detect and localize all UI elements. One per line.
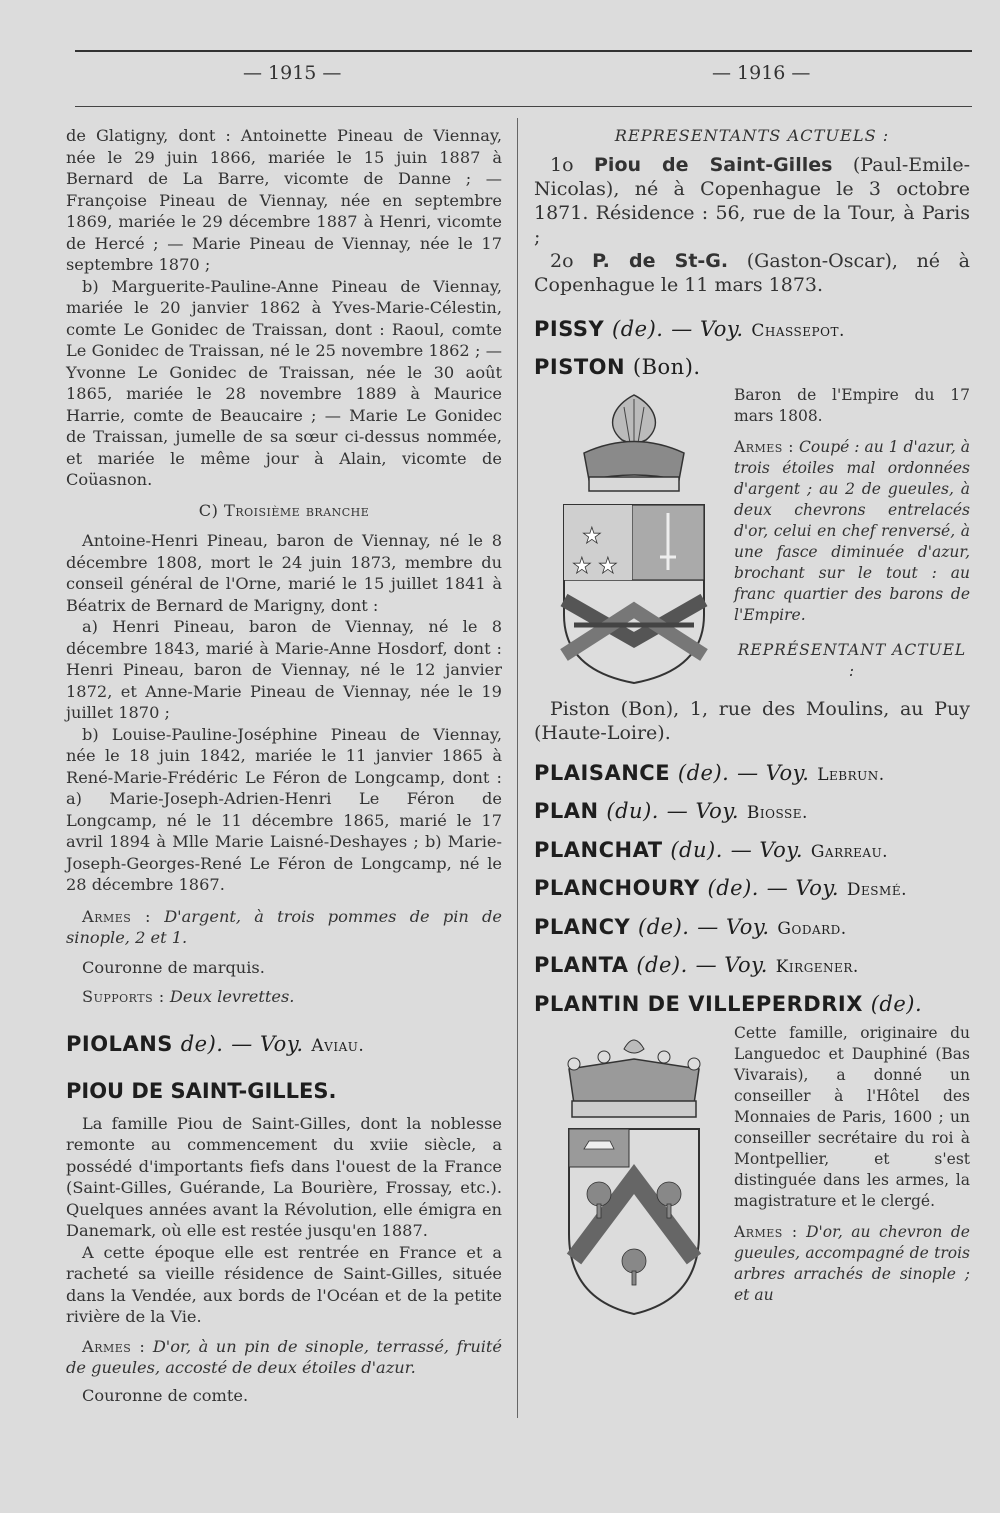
plantin-coat-of-arms xyxy=(544,1029,724,1319)
left-page-number: — 1915 — xyxy=(243,62,342,84)
entry-plaisance xyxy=(534,760,970,787)
piston-arms-svg xyxy=(544,385,724,685)
entry-name: PISSY xyxy=(534,316,605,341)
armes-label: Armes : xyxy=(82,906,151,926)
entry-plan xyxy=(534,801,970,825)
piston-rep-title: REPRÉSENTANT ACTUEL : xyxy=(737,640,967,680)
entry-particle: de). xyxy=(180,1031,224,1056)
armes-piou xyxy=(66,1336,502,1379)
entry-particle: (de). xyxy=(636,953,688,977)
armes-text: Coupé : au 1 d'azur, à trois étoiles mal ordonnées d'argent ; au 2 de gueules, à deux chevrons entrelacés d'or, celui en chef renversé, à une fasce diminuée d'azur, brochant sur le tout : au franc quartier des barons de l'Empire. xyxy=(734,437,970,624)
entry-voy: — Voy. xyxy=(671,316,744,341)
entry-particle: (du). xyxy=(670,837,723,862)
entry-name: PLANCY xyxy=(534,914,631,939)
armes-text: D'or, à un pin de sinople, terrassé, fruité de gueules, accosté de deux étoiles d'azur. xyxy=(66,1336,503,1377)
paragraph-plantin-history: Cette famille, originaire du Languedoc et Dauphiné (Bas Vivarais), a donné un conseiller à l'Hôtel des Monnaies de Paris, 1600 ; un conseiller secrétaire du roi à Montpellier, et s'est distinguée dans les armes, la magistrature et le clergé. xyxy=(734,1024,970,1210)
entry-voy: — Voy. xyxy=(737,760,810,785)
armes-label: Armes : xyxy=(82,1336,146,1356)
branch-title: C) Troisième branche xyxy=(198,500,370,520)
paragraph-henri-pineau: a) Henri Pineau, baron de Viennay, né le 8 décembre 1843, marié à Marie-Anne Hosdorf, dont : Henri Pineau, baron de Viennay, né le 12 janvier 1872, et Anne-Marie Pineau de Viennay, née le 19 juillet 1870 ; xyxy=(66,617,502,722)
entry-voy: — Voy. xyxy=(666,799,740,823)
entry-particle: (de). xyxy=(870,991,923,1016)
entry-particle: (de). xyxy=(677,760,730,785)
representant-1 xyxy=(534,153,970,249)
entry-ref: Desmé. xyxy=(846,880,907,900)
svg-text:★: ★ xyxy=(582,523,602,549)
right-column xyxy=(534,125,970,1323)
couronne-comte: Couronne de comte. xyxy=(82,1385,249,1405)
entry-planta xyxy=(534,955,970,979)
column-divider xyxy=(517,118,518,1418)
entry-name: PLANCHAT xyxy=(534,837,663,862)
svg-text:★: ★ xyxy=(572,553,592,579)
rep-text: (Paul-Emile-Nicolas), né à Copenhague le 3 octobre 1871. Résidence : 56, rue de la Tour, à Paris ; xyxy=(534,153,970,248)
piston-coat-of-arms xyxy=(544,385,724,685)
supports-label: Supports : xyxy=(82,987,165,1006)
piou-title: PIOU DE SAINT-GILLES. xyxy=(66,1079,337,1103)
entry-plantin xyxy=(534,991,970,1016)
entry-name: PLANCHOURY xyxy=(534,876,700,900)
paragraph-piou-return: A cette époque elle est rentrée en France et a racheté sa vieille résidence de Saint-Gilles, située dans la Vendée, aux bords de l'Océan et de la petite rivière de la Vie. xyxy=(66,1242,502,1326)
entry-ref: Lebrun. xyxy=(817,764,885,785)
couronne-marquis: Couronne de marquis. xyxy=(82,957,265,977)
left-column xyxy=(66,125,502,1406)
entry-plancy xyxy=(534,914,970,941)
top-rule xyxy=(75,50,972,52)
rep-name: Piston xyxy=(550,697,610,720)
svg-text:★: ★ xyxy=(598,553,618,579)
representants-title: REPRESENTANTS ACTUELS : xyxy=(614,126,890,145)
rep-text: (Gaston-Oscar), né à Copenhague le 11 mars 1873. xyxy=(534,249,970,296)
entry-name: PLANTA xyxy=(534,953,629,977)
entry-ref: Aviau. xyxy=(311,1035,365,1056)
armes-label: Armes : xyxy=(734,1223,798,1241)
entry-piston xyxy=(534,357,970,379)
entry-piolans xyxy=(66,1031,502,1058)
rep-number: 2o xyxy=(550,249,574,272)
entry-name: PISTON xyxy=(534,355,626,379)
entry-ref: Godard. xyxy=(777,918,847,939)
armes-pineau xyxy=(66,906,502,949)
rep-text: (Bon), 1, rue des Moulins, au Puy (Haute-Loire). xyxy=(534,697,971,744)
entry-ref: Chassepot. xyxy=(751,320,845,341)
rep-name: Piou de Saint-Gilles xyxy=(594,153,833,176)
right-page-number: — 1916 — xyxy=(712,62,811,84)
piston-baron-line: Baron de l'Empire du 17 mars 1808. xyxy=(734,385,970,425)
paragraph-piou-history: La famille Piou de Saint-Gilles, dont la noblesse remonte au commencement du xviie siècle, a possédé d'importants fiefs dans l'ouest de la France (Saint-Gilles, Guérande, La Bourière, Frossay, etc.). Quelques années avant la Révolution, elle émigra en Danemark, où elle est restée jusqu'en 1887. xyxy=(66,1113,502,1240)
rep-name: P. de St-G. xyxy=(592,249,729,272)
paragraph-glatigny: de Glatigny, dont : Antoinette Pineau de Viennay, née le 29 juin 1866, mariée le 15 juin 1887 à Bernard de La Barre, vicomte de Danne ; — Françoise Pineau de Viennay, née en septembre 1869, mariée le 29 décembre 1887 à Henri, vicomte de Hercé ; — Marie Pineau de Viennay, née le 17 septembre 1870 ; xyxy=(66,126,502,274)
plantin-arms-svg xyxy=(544,1029,724,1319)
entry-particle: (du). xyxy=(606,799,659,823)
entry-planchoury xyxy=(534,878,970,902)
entry-particle: (de). xyxy=(638,914,690,939)
entry-name: PLANTIN DE VILLEPERDRIX xyxy=(534,991,863,1016)
supports-line xyxy=(66,986,502,1008)
entry-title: (Bon). xyxy=(632,355,701,379)
entry-planchat xyxy=(534,837,970,864)
header-rule xyxy=(75,106,972,107)
paragraph-louise-pauline: b) Louise-Pauline-Joséphine Pineau de Viennay, née le 18 juin 1842, mariée le 11 janvier 1865 à René-Marie-Frédéric Le Féron de Longcamp, dont : a) Marie-Joseph-Adrien-Henri Le Féron de Longcamp, né le 11 décembre 1865, marié le 17 avril 1894 à Mlle Marie Laisné-Deshayes ; b) Marie-Joseph-Georges-René Le Féron de Longcamp, né le 28 décembre 1867. xyxy=(66,724,502,894)
entry-name: PLAISANCE xyxy=(534,760,671,785)
entry-pissy xyxy=(534,316,970,343)
entry-particle: (de). xyxy=(707,876,759,900)
armes-text: D'argent, à trois pommes de pin de sinople, 2 et 1. xyxy=(66,906,502,947)
entry-name: PLAN xyxy=(534,799,599,823)
rep-number: 1o xyxy=(550,153,574,176)
entry-voy: — Voy. xyxy=(730,837,804,862)
entry-voy: — Voy. xyxy=(697,914,770,939)
entry-ref: Biosse. xyxy=(746,803,808,823)
entry-voy: — Voy. xyxy=(231,1031,304,1056)
entry-ref: Kirgener. xyxy=(775,957,859,977)
supports-text: Deux levrettes. xyxy=(169,987,295,1006)
representant-2 xyxy=(534,249,970,297)
entry-voy: — Voy. xyxy=(695,953,768,977)
armes-label: Armes : xyxy=(734,437,795,456)
paragraph-marguerite: b) Marguerite-Pauline-Anne Pineau de Viennay, mariée le 20 janvier 1862 à Yves-Marie-Célestin, comte Le Gonidec de Traissan, dont : Raoul, comte Le Gonidec de Traissan, né le 25 novembre 1862 ; — Yvonne Le Gonidec de Traissan, née le 30 août 1865, mariée le 28 novembre 1889 à Maurice Harrie, comte de Beaucaire ; — Marie Le Gonidec de Traissan, jumelle de sa sœur ci-dessus nommée, et mariée le même jour à Alain, vicomte de Coüasnon. xyxy=(66,276,502,489)
entry-ref: Garreau. xyxy=(810,841,889,862)
piston-representant xyxy=(534,697,970,745)
armes-text: D'or, au chevron de gueules, accompagné de trois arbres arrachés de sinople ; et au xyxy=(734,1223,970,1304)
entry-voy: — Voy. xyxy=(766,876,840,900)
entry-name: PIOLANS xyxy=(66,1031,173,1056)
entry-particle: (de). xyxy=(612,316,664,341)
paragraph-antoine-henri: Antoine-Henri Pineau, baron de Viennay, né le 8 décembre 1808, mort le 24 juin 1873, membre du conseil général de l'Orne, marié le 15 juillet 1841 à Béatrix de Bernard de Marigny, dont : xyxy=(66,531,502,615)
